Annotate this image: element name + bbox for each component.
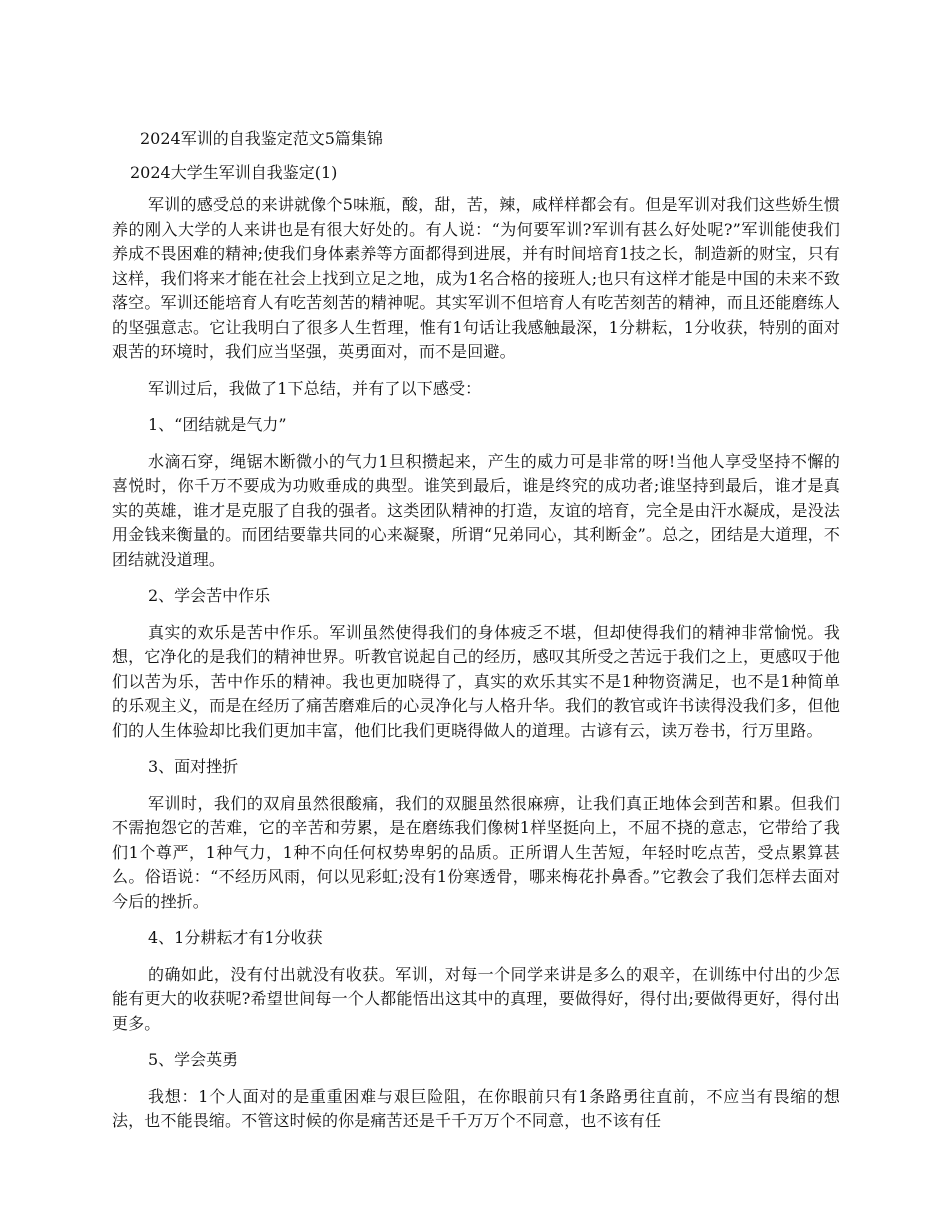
subsection-heading: 1、“团结就是气力” — [148, 415, 287, 434]
subsection-heading: 3、面对挫折 — [148, 757, 239, 776]
paragraph: 我想：1个人面对的是重重困难与艰巨险阻，在你眼前只有1条路勇往直前，不应当有畏缩的想法，也不能畏缩。不管这时候的你是痛苦还是千千万万个不同意，也不该有任 — [112, 1086, 840, 1130]
subsection-heading: 5、学会英勇 — [148, 1050, 239, 1069]
subsection-heading: 2、学会苦中作乐 — [148, 586, 271, 605]
paragraph: 军训过后，我做了1下总结，并有了以下感受： — [148, 378, 482, 398]
section-title: 2024大学生军训自我鉴定(1) — [130, 163, 338, 182]
document-title: 2024军训的自我鉴定范文5篇集锦 — [140, 129, 383, 148]
paragraph: 水滴石穿，绳锯木断微小的气力1旦积攒起来，产生的威力可是非常的呀!当他人享受坚持不懈的喜悦时，你千万不要成为功败垂成的典型。谁笑到最后，谁是终究的成功者;谁坚持到最后，谁才是真实的英雄，谁才是克服了自我的强者。这类团队精神的打造，友谊的培育，完全是由汗水凝成，是没法用金钱来衡量的。而团结要靠共同的心来凝聚，所谓“兄弟同心，其利断金”。总之，团结是大道理，不团结就没道理。 — [112, 451, 840, 569]
paragraph: 真实的欢乐是苦中作乐。军训虽然使得我们的身体疲乏不堪，但却使得我们的精神非常愉悦。我想，它净化的是我们的精神世界。听教官说起自己的经历，感叹其所受之苦远于我们之上，更感叹于他们以苦为乐，苦中作乐的精神。我也更加晓得了，真实的欢乐其实不是1种物资满足，也不是1种简单的乐观主义，而是在经历了痛苦磨难后的心灵净化与人格升华。我们的教官或许书读得没我们多，但他们的人生体验却比我们更加丰富，他们比我们更晓得做人的道理。古谚有云，读万卷书，行万里路。 — [112, 622, 840, 740]
document-body — [112, 193, 840, 1146]
paragraph: 军训时，我们的双肩虽然很酸痛，我们的双腿虽然很麻痹，让我们真正地体会到苦和累。但我们不需抱怨它的苦难，它的辛苦和劳累，是在磨练我们像树1样坚挺向上，不屈不挠的意志，它带给了我们1个尊严，1种气力，1种不向任何权势卑躬的品质。正所谓人生苦短，年轻时吃点苦，受点累算甚么。俗语说：“不经历风雨，何以见彩虹;没有1份寒透骨，哪来梅花扑鼻香。”它教会了我们怎样去面对今后的挫折。 — [112, 793, 840, 911]
paragraph: 的确如此，没有付出就没有收获。军训，对每一个同学来讲是多么的艰辛，在训练中付出的少怎能有更大的收获呢?希望世间每一个人都能悟出这其中的真理，要做得好，得付出;要做得更好，得付出更多。 — [112, 964, 840, 1033]
paragraph: 军训的感受总的来讲就像个5味瓶，酸，甜，苦，辣，咸样样都会有。但是军训对我们这些娇生惯养的刚入大学的人来讲也是有很大好处的。有人说：“为何要军训?军训有甚么好处呢?”军训能使我们养成不畏困难的精神;使我们身体素养等方面都得到进展，并有时间培育1技之长，制造新的财宝，只有这样，我们将来才能在社会上找到立足之地，成为1名合格的接班人;也只有这样才能是中国的未来不致落空。军训还能培育人有吃苦刻苦的精神呢。其实军训不但培育人有吃苦刻苦的精神，而且还能磨练人的坚强意志。它让我明白了很多人生哲理，惟有1句话让我感触最深，1分耕耘，1分收获，特别的面对艰苦的环境时，我们应当坚强，英勇面对，而不是回避。 — [112, 195, 840, 361]
subsection-heading: 4、1分耕耘才有1分收获 — [148, 928, 323, 947]
